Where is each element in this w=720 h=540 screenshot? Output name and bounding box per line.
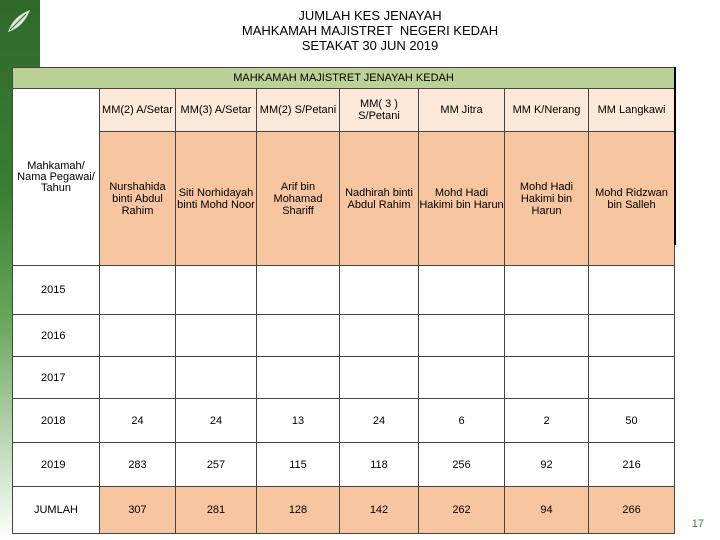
- column-court-1: MM(2) A/Setar: [100, 89, 176, 132]
- table-cell: [419, 315, 505, 357]
- table-row: [13, 357, 675, 399]
- page-title: [160, 8, 580, 53]
- column-court-5: MM Jitra: [419, 89, 505, 132]
- column-officer-1: Nurshahida binti Abdul Rahim: [100, 132, 176, 266]
- table-cell: 115: [257, 443, 340, 487]
- column-officer-6: Mohd Hadi Hakimi bin Harun: [505, 132, 589, 266]
- table-row: [13, 266, 675, 315]
- table-cell: 6: [419, 399, 505, 443]
- year-label: 2019: [13, 443, 100, 487]
- title-line-3: SETAKAT 30 JUN 2019: [301, 38, 439, 53]
- table-cell: [419, 266, 505, 315]
- total-cell: 128: [257, 487, 340, 534]
- table-cell: 24: [100, 399, 176, 443]
- table-cell: 283: [100, 443, 176, 487]
- column-officer-4: Nadhirah binti Abdul Rahim: [340, 132, 419, 266]
- table-cell: 2: [505, 399, 589, 443]
- year-label: 2015: [13, 266, 100, 315]
- table-cell: [589, 315, 675, 357]
- table-cell: [419, 357, 505, 399]
- total-cell: 142: [340, 487, 419, 534]
- table-cell: [505, 266, 589, 315]
- column-court-4: MM( 3 ) S/Petani: [340, 89, 419, 132]
- table-cell: [100, 266, 176, 315]
- table-cell: [505, 315, 589, 357]
- total-row: [13, 487, 675, 534]
- column-officer-7: Mohd Ridzwan bin Salleh: [589, 132, 675, 266]
- table-cell: [257, 266, 340, 315]
- table-cell: [589, 357, 675, 399]
- year-label: 2017: [13, 357, 100, 399]
- title-line-2: MAHKAMAH MAJISTRET NEGERI KEDAH: [241, 23, 499, 38]
- table-cell: [505, 357, 589, 399]
- table-cell: [589, 266, 675, 315]
- table-row: [13, 443, 675, 487]
- total-cell: 266: [589, 487, 675, 534]
- column-officer-5: Mohd Hadi Hakimi bin Harun: [419, 132, 505, 266]
- table-row: [13, 315, 675, 357]
- table-cell: 257: [176, 443, 257, 487]
- year-label: 2018: [13, 399, 100, 443]
- column-officer-3: Arif bin Mohamad Shariff: [257, 132, 340, 266]
- page-number: 17: [691, 518, 704, 530]
- table-row: [13, 399, 675, 443]
- column-court-6: MM K/Nerang: [505, 89, 589, 132]
- column-officer-2: Siti Norhidayah binti Mohd Noor: [176, 132, 257, 266]
- table-cell: 13: [257, 399, 340, 443]
- total-label: JUMLAH: [13, 487, 100, 534]
- table-cell: [340, 266, 419, 315]
- total-cell: 307: [100, 487, 176, 534]
- table-cell: [176, 315, 257, 357]
- total-cell: 281: [176, 487, 257, 534]
- table-cell: [100, 315, 176, 357]
- total-cell: 94: [505, 487, 589, 534]
- header-right-border: [674, 67, 676, 245]
- title-line-1: JUMLAH KES JENAYAH: [298, 8, 442, 23]
- table-cell: [340, 315, 419, 357]
- table-cell: [176, 266, 257, 315]
- table-cell: 24: [176, 399, 257, 443]
- column-court-2: MM(3) A/Setar: [176, 89, 257, 132]
- year-label: 2016: [13, 315, 100, 357]
- table-cell: 92: [505, 443, 589, 487]
- table-cell: [100, 357, 176, 399]
- table-cell: [257, 357, 340, 399]
- leaf-logo-icon: [4, 6, 34, 36]
- table-cell: 50: [589, 399, 675, 443]
- column-court-3: MM(2) S/Petani: [257, 89, 340, 132]
- corner-label: Mahkamah/ Nama Pegawai/ Tahun: [13, 89, 100, 266]
- table-cell: [257, 315, 340, 357]
- table-cell: [176, 357, 257, 399]
- table-cell: 256: [419, 443, 505, 487]
- case-count-table: [12, 67, 675, 534]
- column-court-7: MM Langkawi: [589, 89, 675, 132]
- table-cell: [340, 357, 419, 399]
- table-cell: 24: [340, 399, 419, 443]
- table-cell: 216: [589, 443, 675, 487]
- total-cell: 262: [419, 487, 505, 534]
- court-group-header: MAHKAMAH MAJISTRET JENAYAH KEDAH: [13, 68, 675, 89]
- table-cell: 118: [340, 443, 419, 487]
